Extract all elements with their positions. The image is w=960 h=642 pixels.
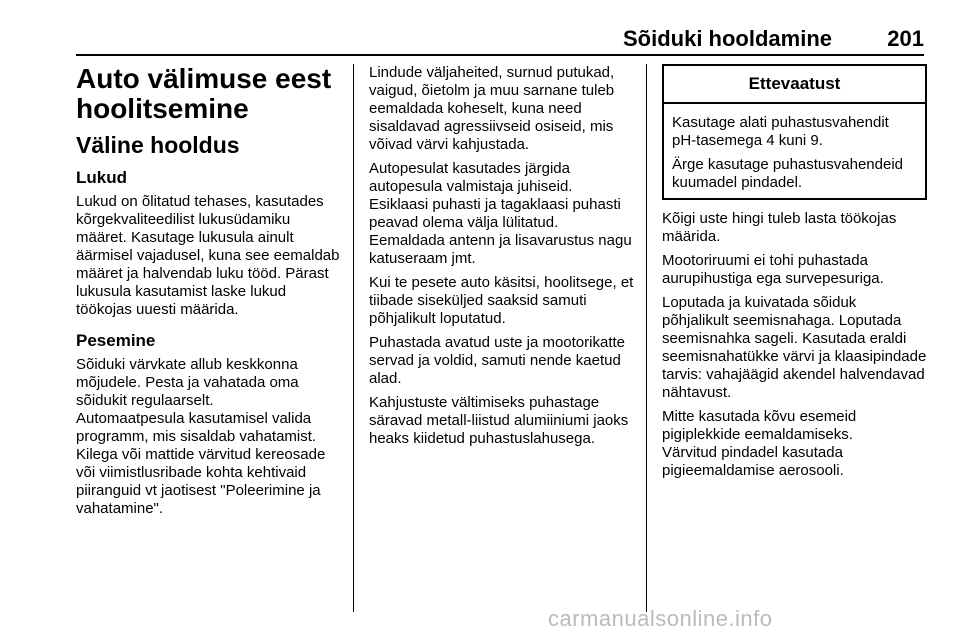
paragraph-bird-droppings: Lindude väljaheited, surnud putukad, vaigud, õietolm ja muu sarnane tuleb eemaldada koheselt, kuna need sisaldavad agressiivseid osiseid, mis võivad värvi kahjustada. (369, 64, 615, 153)
section-title: Sõiduki hooldamine (622, 26, 832, 51)
column-3 (662, 64, 927, 486)
paragraph-tar-a: Mitte kasutada kõvu esemeid pigiplekkide eemaldamiseks. (662, 408, 857, 443)
paragraph-metal-strips: Kahjustuste vältimiseks puhastage säravad metall-liistud alumiiniumi jaoks heaks kiidetud puhastuslahusega. (369, 394, 629, 447)
caution-paragraph-1: Kasutage alati puhastusvahendit pH-tasemega 4 kuni 9. (672, 114, 889, 149)
locks-heading: Lukud (76, 168, 127, 187)
caution-box (662, 64, 927, 200)
washing-paragraph-2: Automaatpesula kasutamisel valida programm, mis sisaldab vahatamist. Kilega või mattide värvitud kereosade või viimistlusribade kohta kehtivaid piiranguid vt jaotisest "Poleerimine ja vahatamine". (76, 410, 326, 517)
page-header (76, 26, 924, 56)
caution-paragraph-2: Ärge kasutage puhastusvahendeid kuumadel pindadel. (672, 156, 904, 191)
washing-heading: Pesemine (76, 331, 156, 350)
watermark: carmanualsonline.info (548, 606, 773, 631)
paragraph-door-edges: Puhastada avatud uste ja mootorikatte servad ja voldid, samuti nende kaetud alad. (369, 334, 625, 387)
paragraph-engine-bay: Mootoriruumi ei tohi puhastada aurupihustiga ega survepesuriga. (662, 252, 884, 287)
paragraph-car-wash-b: Esiklaasi puhasti ja tagaklaasi puhasti peavad olema välja lülitatud. Eemaldada antenn ja lisavarustus nagu katuseraam jmt. (369, 196, 632, 267)
chapter-heading: Auto välimuse eest hoolitsemine (76, 63, 332, 124)
paragraph-chamois: Loputada ja kuivatada sõiduk põhjalikult seemisnahaga. Loputada seemisnahka sageli. Kasutada eraldi seemisnahatükke värvi ja klaasipindade tarvis: vahajäägid akendel halvendavad nähtavust. (662, 294, 927, 401)
section-heading: Väline hooldus (76, 132, 240, 158)
paragraph-hand-wash: Kui te pesete auto käsitsi, hoolitsege, et tiibade siseküljed saaksid samuti põhjalikult loputatud. (369, 274, 634, 327)
caution-body (664, 104, 925, 198)
column-divider-1 (353, 64, 354, 612)
paragraph-hinges: Kõigi uste hingi tuleb lasta töökojas määrida. (662, 210, 897, 245)
page-number: 201 (887, 26, 924, 51)
locks-paragraph: Lukud on õlitatud tehases, kasutades kõrgekvaliteedilist lukusüdamiku määret. Kasutage lukusula ainult äärmisel vajadusel, kuna see eemaldab määret ja halvendab luku tööd. Pärast lukusula kasutamist laske lukud töökojas uuesti määrida. (76, 193, 340, 318)
paragraph-tar-b: Värvitud pindadel kasutada pigieemaldamise aerosooli. (662, 444, 844, 479)
column-divider-2 (646, 64, 647, 612)
column-2 (369, 64, 635, 454)
paragraph-car-wash-a: Autopesulat kasutades järgida autopesula valmistaja juhiseid. (369, 160, 573, 195)
washing-paragraph-1: Sõiduki värvkate allub keskkonna mõjudele. Pesta ja vahatada oma sõidukit regulaarselt. (76, 356, 299, 409)
column-1 (76, 64, 344, 524)
caution-title: Ettevaatust (664, 66, 925, 104)
